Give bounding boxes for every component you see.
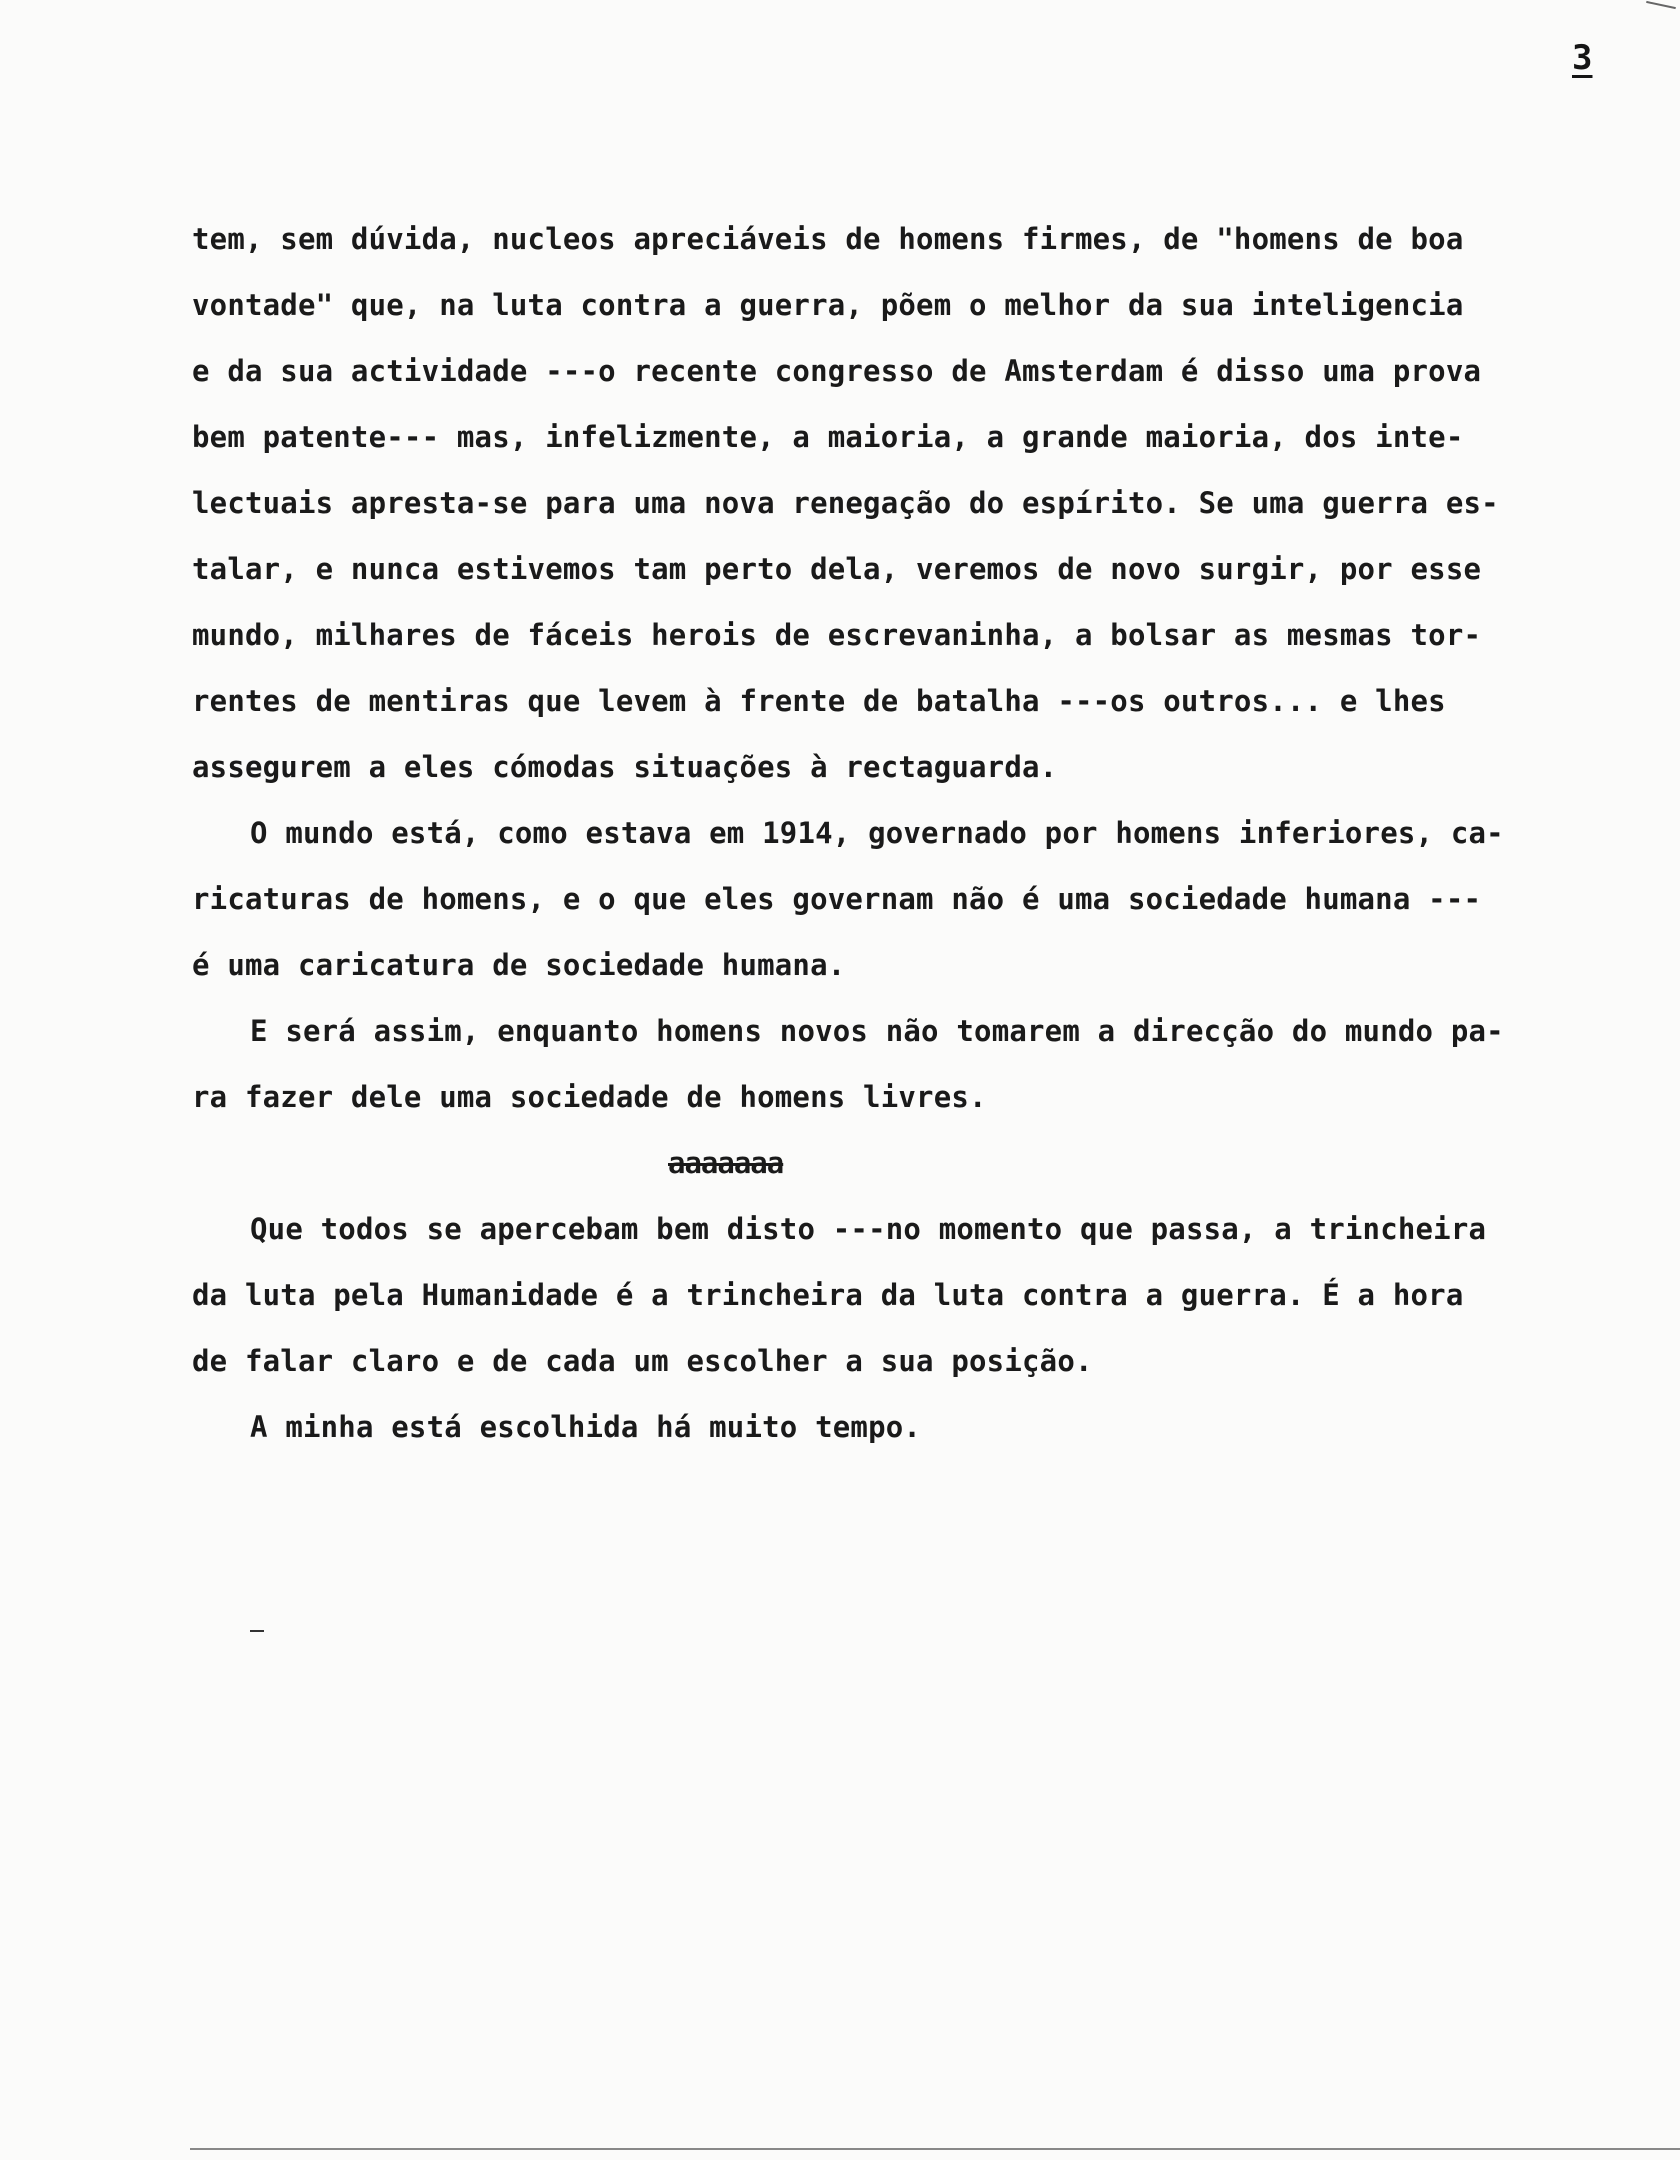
- text-line: O mundo está, como estava em 1914, governado por homens inferiores, ca-: [250, 816, 1504, 850]
- text-line: é uma caricatura de sociedade humana.: [192, 948, 846, 982]
- bottom-edge-line: [190, 2148, 1680, 2150]
- text-line: Que todos se apercebam bem disto ---no momento que passa, a trincheira: [250, 1212, 1487, 1246]
- text-line: vontade" que, na luta contra a guerra, põem o melhor da sua inteligencia: [192, 288, 1464, 322]
- text-line: E será assim, enquanto homens novos não tomarem a direcção do mundo pa-: [250, 1014, 1504, 1048]
- paragraph: [192, 1394, 1652, 1460]
- text-line: tem, sem dúvida, nucleos apreciáveis de homens firmes, de "homens de boa: [192, 222, 1464, 256]
- text-line: lectuais apresta-se para uma nova renegação do espírito. Se uma guerra es-: [192, 486, 1499, 520]
- paragraph: [192, 1196, 1652, 1394]
- paragraph: [192, 998, 1652, 1130]
- text-line: e da sua actividade ---o recente congresso de Amsterdam é disso uma prova: [192, 354, 1482, 388]
- section-separator: aaaaaaa: [668, 1146, 784, 1180]
- text-line: mundo, milhares de fáceis herois de escrevaninha, a bolsar as mesmas tor-: [192, 618, 1482, 652]
- text-line: assegurem a eles cómodas situações à rectaguarda.: [192, 750, 1058, 784]
- paragraphs-after-separator: [192, 1196, 1652, 1460]
- page-number: 3: [1572, 38, 1593, 78]
- paragraphs-before-separator: [192, 206, 1652, 1130]
- paragraph: [192, 800, 1652, 998]
- text-line: talar, e nunca estivemos tam perto dela, veremos de novo surgir, por esse: [192, 552, 1482, 586]
- text-line: bem patente--- mas, infelizmente, a maioria, a grande maioria, dos inte-: [192, 420, 1464, 454]
- text-line: da luta pela Humanidade é a trincheira da luta contra a guerra. É a hora: [192, 1278, 1464, 1312]
- scan-mark: [1646, 1, 1676, 9]
- stray-mark: [250, 1630, 264, 1632]
- document-body: [192, 206, 1652, 1460]
- text-line: ricaturas de homens, e o que eles governam não é uma sociedade humana ---: [192, 882, 1482, 916]
- paragraph: [192, 206, 1652, 800]
- text-line: A minha está escolhida há muito tempo.: [250, 1410, 922, 1444]
- text-line: de falar claro e de cada um escolher a sua posição.: [192, 1344, 1093, 1378]
- text-line: rentes de mentiras que levem à frente de batalha ---os outros... e lhes: [192, 684, 1446, 718]
- text-line: ra fazer dele uma sociedade de homens livres.: [192, 1080, 987, 1114]
